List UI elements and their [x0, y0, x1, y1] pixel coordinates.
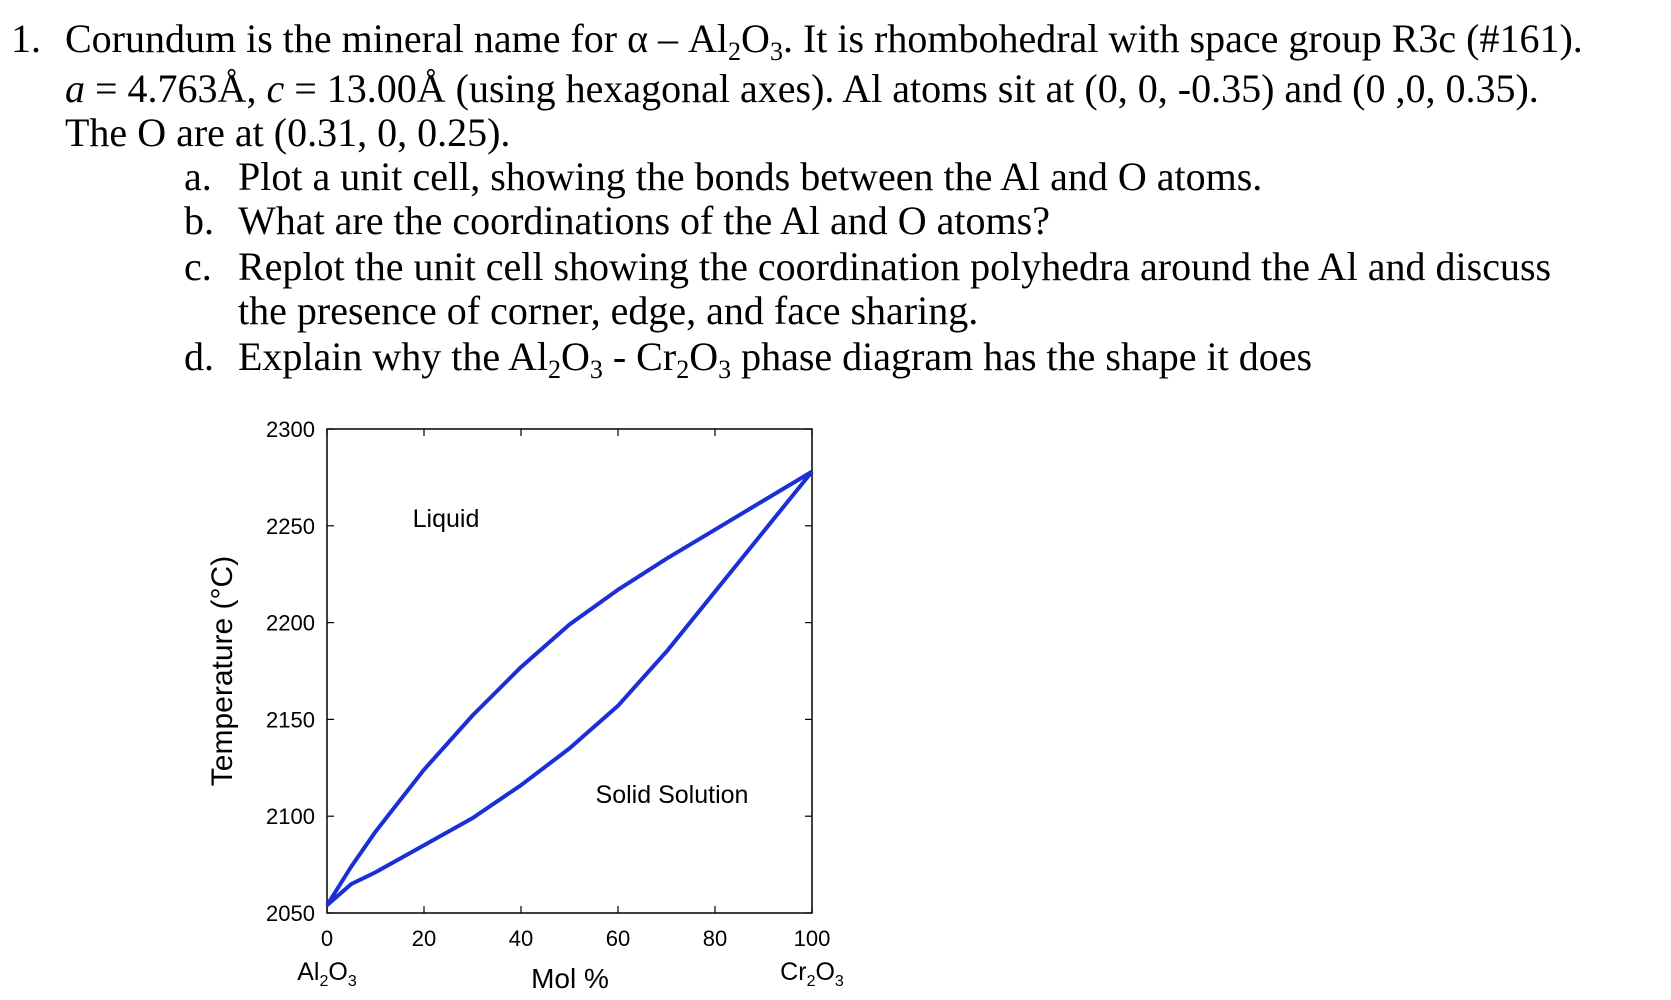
part-c-text-2: the presence of corner, edge, and face sharing. — [238, 288, 979, 333]
y-tick-label: 2100 — [266, 804, 315, 830]
x-tick-label: 100 — [793, 926, 831, 951]
x-tick-label: 60 — [605, 926, 631, 951]
x-tick-label: 0 — [320, 926, 334, 951]
x-end-label-al2o3: $Al_2O_3$ — [297, 958, 357, 990]
question-line-2: a = 4.763Å, c = 13.00Å (using hexagonal axes). Al atoms sit at (0, 0, -0.35) and (0 ,0, 0.35). — [65, 66, 1539, 111]
x-tick-label: 80 — [702, 926, 728, 951]
part-c-text-1: Replot the unit cell showing the coordination polyhedra around the Al and discuss — [238, 244, 1552, 289]
y-tick-label: 2150 — [266, 707, 315, 733]
part-d-text: Explain why the $Al_2O_3 - Cr_2O_3$ phase diagram has the shape it does — [238, 334, 1313, 384]
question-line-3: The O are at (0.31, 0, 0.25). — [65, 110, 511, 155]
plot-frame — [327, 429, 812, 913]
x-end-label-cr2o3: $Cr_2O_3$ — [780, 958, 844, 990]
part-a-text: Plot a unit cell, showing the bonds between the Al and O atoms. — [238, 154, 1263, 199]
question-number: 1. — [11, 16, 41, 61]
part-b-text: What are the coordinations of the Al and O atoms? — [238, 198, 1050, 243]
x-axis-label: Mol % — [531, 963, 609, 994]
solidus-line — [327, 472, 812, 906]
y-tick-label: 2250 — [266, 513, 315, 539]
x-tick-label: 40 — [508, 926, 534, 951]
liquid-region-label: Liquid — [412, 505, 480, 533]
liquidus-line — [327, 472, 812, 906]
y-tick-label: 2300 — [266, 417, 315, 442]
y-tick-label: 2050 — [266, 901, 315, 926]
y-tick-label: 2200 — [266, 610, 315, 636]
part-b-label: b. — [184, 198, 214, 243]
y-axis-label: Temperature (°C) — [206, 555, 239, 787]
question-line-1: Corundum is the mineral name for α – $Al_2O_3$. It is rhombohedral with space group R3c (#161). — [65, 16, 1583, 66]
part-c-label: c. — [184, 244, 212, 289]
part-a-label: a. — [184, 154, 212, 199]
x-tick-label: 20 — [411, 926, 437, 951]
solid-solution-region-label: Solid Solution — [595, 781, 749, 809]
part-d-label: d. — [184, 334, 214, 379]
